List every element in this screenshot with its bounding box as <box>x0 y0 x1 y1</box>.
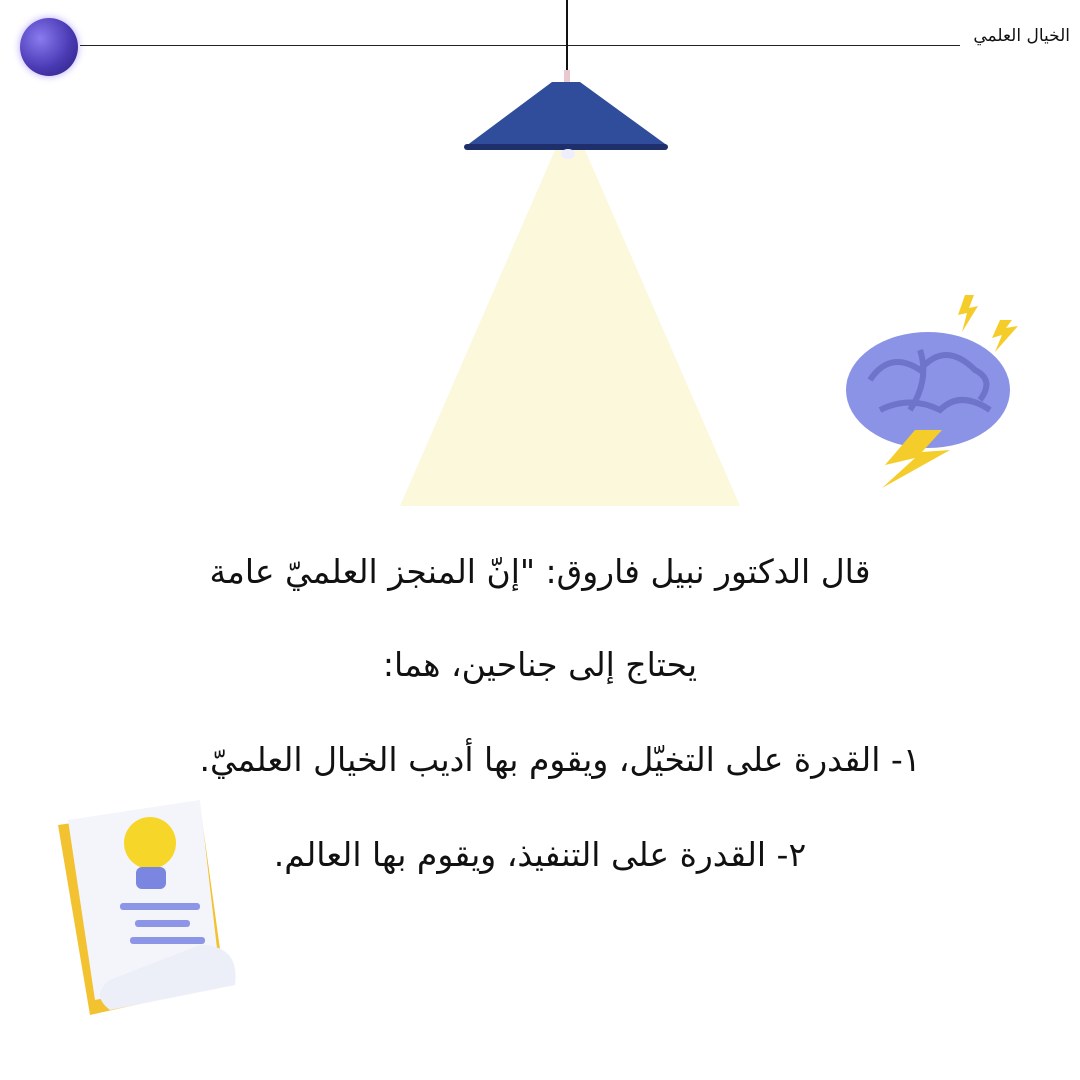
header-divider <box>80 45 960 46</box>
quote-line-1: قال الدكتور نبيل فاروق: "إنّ المنجز العلميّ عامة <box>209 552 871 591</box>
quote-line-2: يحتاج إلى جناحين، هما: <box>382 645 698 684</box>
planet-icon <box>20 18 78 76</box>
lamp-icon <box>460 70 672 160</box>
brand-label: الخيال العلمي <box>973 26 1070 46</box>
document-idea-icon <box>50 795 270 1025</box>
quote-line-3: ١- القدرة على التخيّل، ويقوم بها أديب الخيال العلميّ. <box>199 740 921 779</box>
quote-line-4: ٢- القدرة على التنفيذ، ويقوم بها العالم. <box>273 835 807 874</box>
brain-icon <box>840 290 1030 490</box>
lamp-cord <box>566 0 568 80</box>
light-cone <box>400 150 740 510</box>
